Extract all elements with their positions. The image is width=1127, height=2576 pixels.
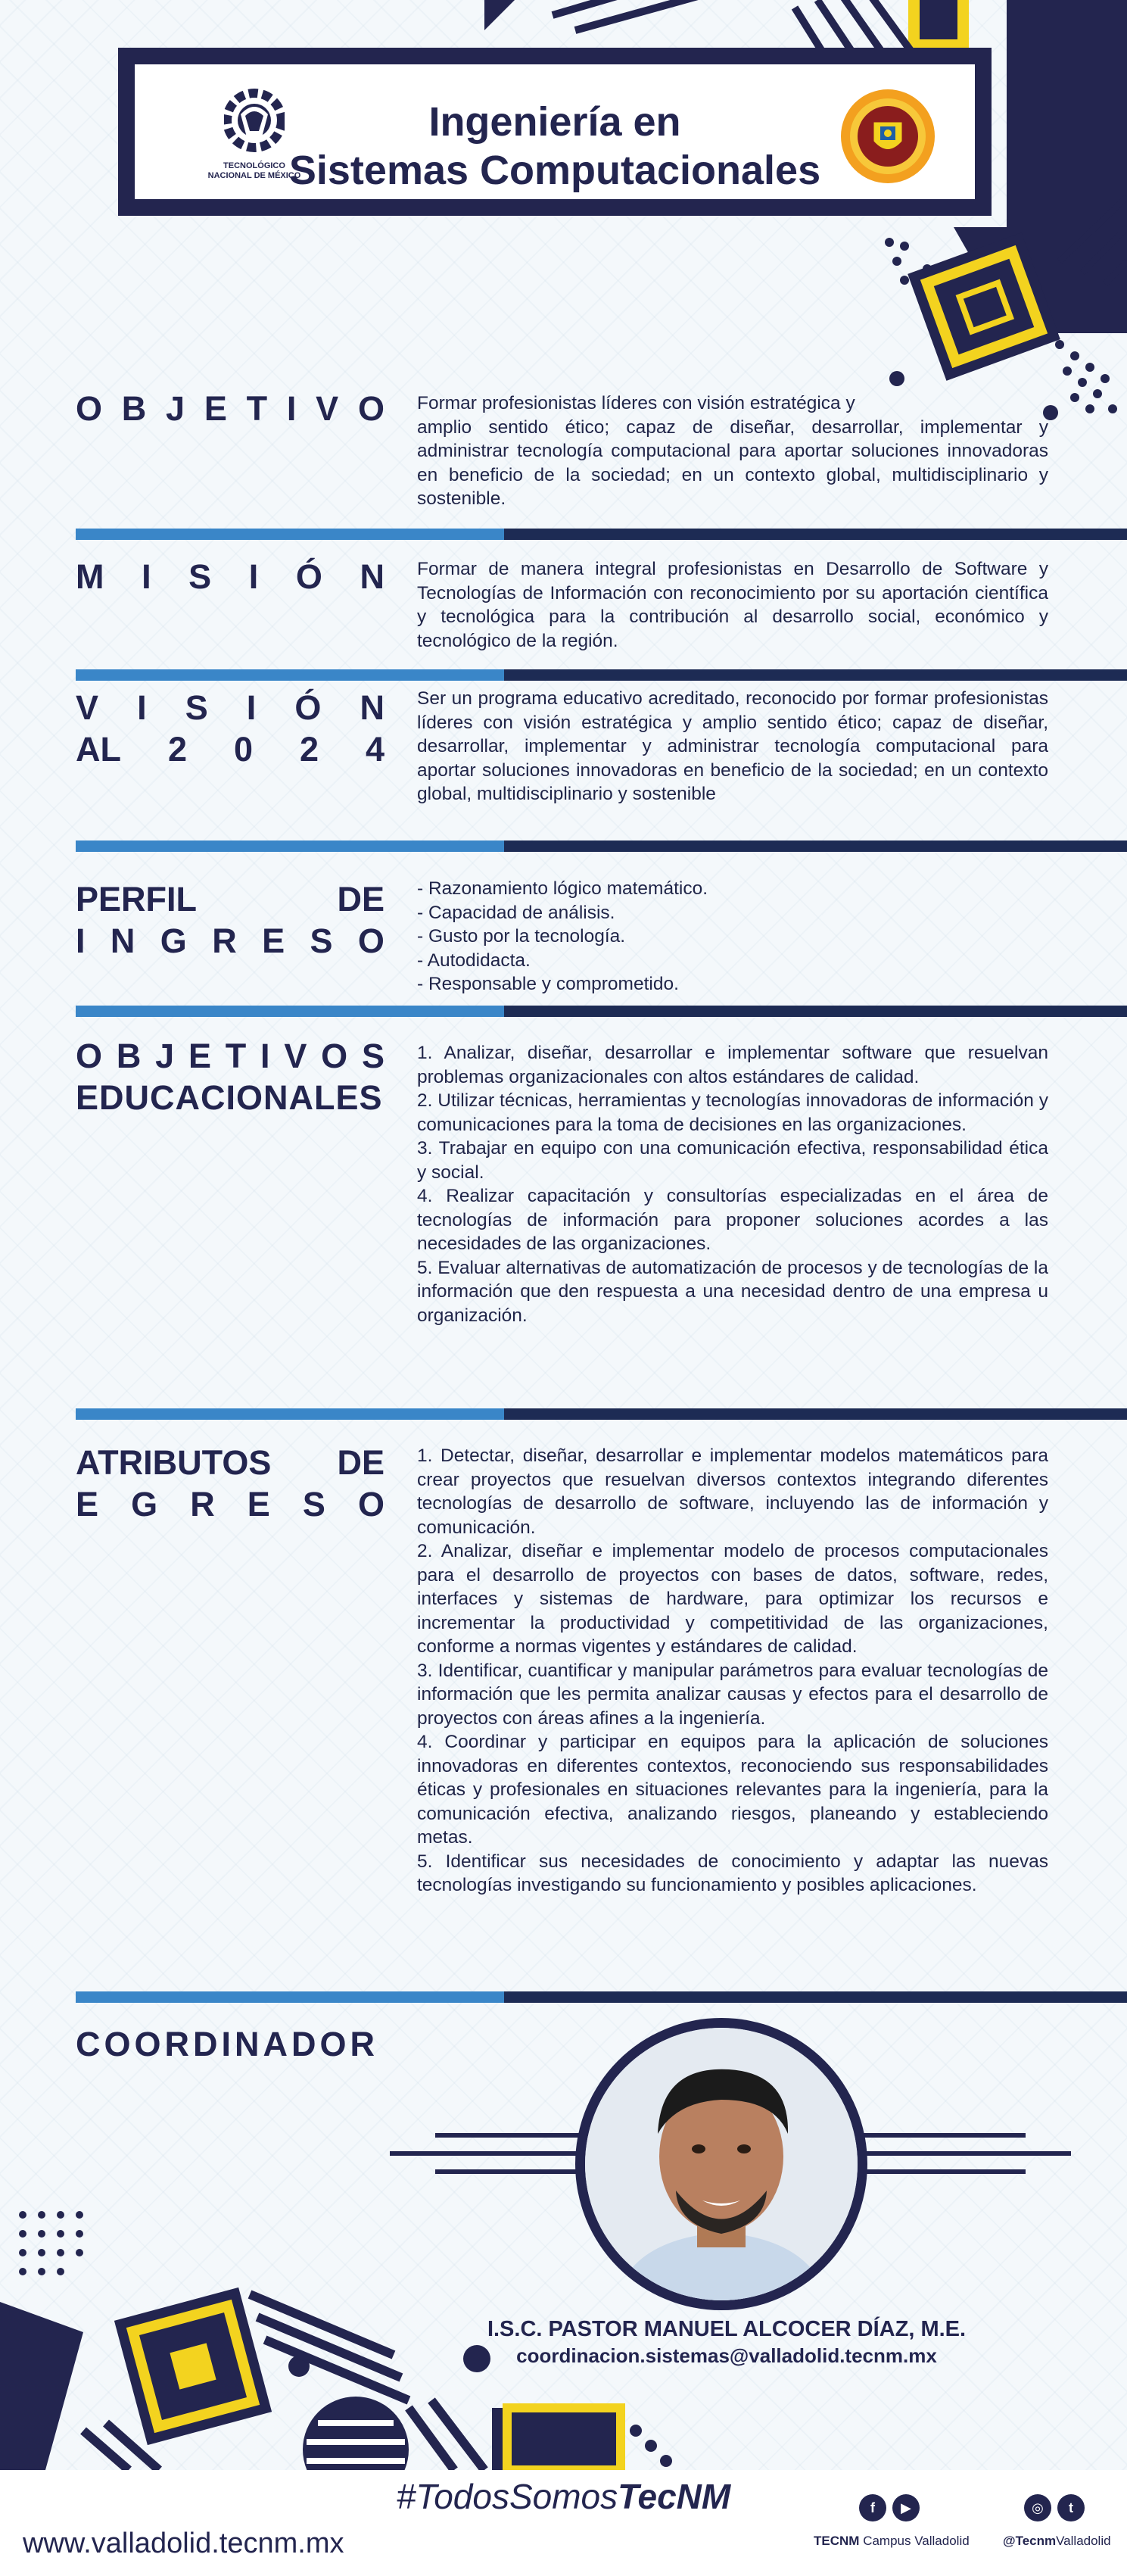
text-vision: Ser un programa educativo acreditado, reconocido por formar profesionistas líderes con visión estratégica y amplio sentido ético; capaz de diseñar, desarrollar, implementar y administrar tecnología computacional para aportar soluciones innovadoras en beneficio de la sociedad; en un contexto global, multidisciplinario y sostenible (417, 688, 1048, 804)
label-letter: V (76, 688, 99, 727)
header-banner (118, 48, 992, 216)
text-perfil: - Razonamiento lógico matemático. - Capacidad de análisis. - Gusto por la tecnología. - Autodidacta. - Responsable y comprometido. (417, 878, 708, 994)
label-letter: I (137, 688, 147, 727)
social-left-text: Campus Valladolid (863, 2534, 970, 2548)
social-right-text: Valladolid (1056, 2534, 1111, 2548)
label-perfil-line2 (76, 922, 384, 960)
footer (0, 2470, 1127, 2576)
label-atributos-line2 (76, 1486, 384, 1523)
header-inner (135, 64, 975, 199)
social-label-right (1003, 2534, 1111, 2549)
label-letter: E (247, 1485, 270, 1523)
label-letter: S (188, 557, 212, 596)
label-mision (76, 558, 384, 596)
label-letter: T (246, 389, 268, 428)
text-objetivos: 1. Analizar, diseñar, desarrollar e implementar software que resuelvan problemas organizacionales con altos estándares de calidad. 2. Utilizar técnicas, herramientas y tecnologías innovadoras de información y comunicaciones para la toma de decisiones en las organizaciones. 3. Trabajar en equipo con una comunicación efectiva, responsabilidad ética y social. 4. Realizar capacitación y consultorías especializadas en el área de tecnologías de información para proponer soluciones acordes a las necesidades de las organizaciones. 5. Evaluar alternativas de automatización de procesos y de tecnologías de la información que den respuesta a una necesidad dentro de una empresa u organización. (417, 1043, 1048, 1326)
label-letter: B (116, 1037, 142, 1075)
text-mision: Formar de manera integral profesionistas en Desarrollo de Software y Tecnologías de Información con reconocimiento por su aportación científica y tecnológica para la contribución al desarrollo social, económico y tecnológico de la región. (417, 559, 1048, 651)
twitter-icon[interactable]: t (1057, 2494, 1085, 2521)
label-letter: DE (337, 880, 384, 918)
label-letter: PERFIL (76, 880, 198, 918)
label-objetivo (76, 390, 384, 428)
label-letter: O (357, 1485, 384, 1523)
label-perfil-line1 (76, 881, 384, 918)
section-divider (76, 840, 1127, 852)
label-letter: O (76, 389, 103, 428)
label-letter: J (155, 1037, 175, 1075)
label-letter: T (225, 1037, 247, 1075)
social-right-bold: @Tecnm (1003, 2534, 1057, 2548)
label-letter: E (76, 1485, 99, 1523)
label-letter: 2 (299, 730, 319, 769)
label-letter: AL (76, 730, 121, 769)
section-divider (76, 529, 1127, 540)
label-letter: I (246, 688, 257, 727)
hashtag-prefix: #TodosSomos (396, 2477, 618, 2516)
label-vision-line2 (76, 731, 384, 769)
label-letter: B (121, 389, 147, 428)
label-letter: J (166, 389, 185, 428)
coordinator-name: I.S.C. PASTOR MANUEL ALCOCER DÍAZ, M.E. (487, 2317, 967, 2341)
facebook-icon[interactable]: f (859, 2494, 886, 2521)
label-letter: N (110, 922, 135, 960)
label-letter: E (188, 1037, 211, 1075)
label-letter: R (212, 922, 237, 960)
text-objetivo: Formar profesionistas líderes con visión estratégica y amplio sentido ético; capaz de diseñar, desarrollar, implementar y administrar tecnología computacional para aportar soluciones innovadoras en beneficio de la sociedad; en un contexto global, multidisciplinario y sostenible. (417, 393, 1048, 509)
social-left-bold: TECNM (814, 2534, 860, 2548)
label-letter: E (204, 389, 227, 428)
hashtag-brand: TecNM (618, 2477, 731, 2516)
social-icons-right (1024, 2494, 1085, 2521)
coordinator-email[interactable]: coordinacion.sistemas@valladolid.tecnm.mx (516, 2344, 937, 2367)
website-link[interactable]: www.valladolid.tecnm.mx (23, 2528, 344, 2559)
label-letter: 0 (233, 730, 253, 769)
label-letter: R (190, 1485, 215, 1523)
label-letter: I (248, 557, 259, 596)
label-objetivos-line1 (76, 1037, 384, 1075)
section-divider (76, 1006, 1127, 1017)
label-letter: O (321, 1037, 348, 1075)
label-letter: S (302, 1485, 325, 1523)
label-letter: I (76, 922, 86, 960)
label-letter: I (142, 557, 151, 596)
label-objetivos-line2: EDUCACIONALES (76, 1078, 383, 1117)
label-letter: V (316, 389, 339, 428)
label-letter: I (286, 389, 297, 428)
label-letter: M (76, 557, 104, 596)
label-letter: N (360, 688, 384, 727)
section-divider (76, 1991, 1127, 2003)
label-letter: E (262, 922, 285, 960)
section-divider (76, 669, 1127, 681)
label-letter: S (185, 688, 208, 727)
label-letter: 4 (365, 730, 384, 769)
label-letter: Ó (295, 557, 322, 596)
label-letter: V (284, 1037, 307, 1075)
social-label-left (814, 2534, 970, 2549)
label-letter: G (160, 922, 187, 960)
hashtag (0, 2476, 1127, 2517)
label-letter: Ó (294, 688, 322, 727)
label-letter: O (76, 1037, 103, 1075)
label-letter: ATRIBUTOS (76, 1443, 272, 1482)
youtube-icon[interactable]: ▶ (892, 2494, 920, 2521)
social-icons-left (859, 2494, 920, 2521)
label-letter: DE (337, 1443, 384, 1482)
section-divider (76, 1408, 1127, 1420)
label-letter: I (260, 1037, 270, 1075)
instagram-icon[interactable]: ◎ (1024, 2494, 1051, 2521)
text-atributos: 1. Detectar, diseñar, desarrollar e implementar modelos matemáticos para crear proyectos que resuelvan diversos contextos integrando diferentes tecnologías de desarrollo de software, incluyendo las de información y comunicación. 2. Analizar, diseñar e implementar modelo de procesos computacionales para el desarrollo de proyectos con bases de datos, software, redes, interfaces y sistemas de hardware, para optimizar los recursos e incrementar la productividad y competitividad de las organizaciones, conforme a normas vigentes y estándares de calidad. 3. Identificar, cuantificar y manipular parámetros para evaluar tecnologías de información que les permita analizar causas y efectos para el desarrollo de proyectos con áreas afines a la ingeniería. 4. Coordinar y participar en equipos para la aplicación de soluciones innovadoras en diferentes contextos, reconociendo sus responsabilidades éticas y profesionales en situaciones relevantes para la ingeniería, para la comunicación efectiva, analizando riesgos, planeando y estableciendo metas. 5. Identificar sus necesidades de conocimiento y adaptar las nuevas tecnologías investigando su funcionamiento y posibles aplicaciones. (417, 1445, 1048, 1895)
label-letter: N (360, 557, 384, 596)
label-letter: O (357, 922, 384, 960)
label-letter: 2 (167, 730, 187, 769)
label-letter: O (357, 389, 384, 428)
bottom-decoration (0, 2181, 681, 2470)
institute-seal-icon (839, 87, 937, 186)
label-letter: S (310, 922, 333, 960)
page-title: Ingeniería en Sistemas Computacionales (288, 99, 821, 193)
label-atributos-line1 (76, 1444, 384, 1482)
label-letter: G (131, 1485, 158, 1523)
label-letter: S (361, 1037, 384, 1075)
label-coordinador: COORDINADOR (76, 2025, 378, 2063)
tecnm-logo-text: TECNOLÓGICO NACIONAL DE MÉXICO (207, 161, 301, 180)
label-vision-line1 (76, 689, 384, 727)
